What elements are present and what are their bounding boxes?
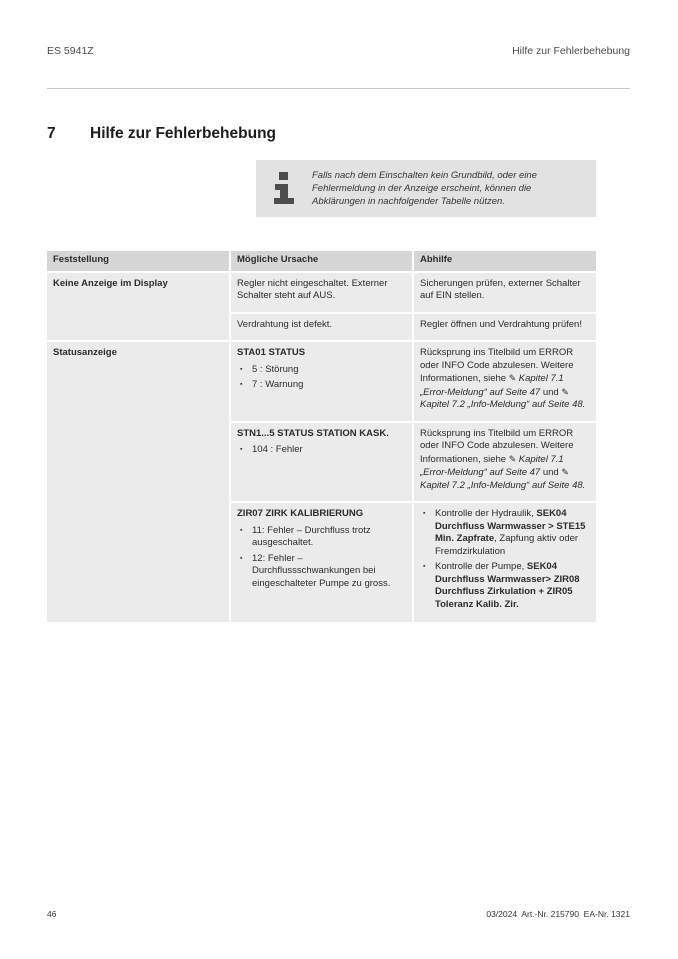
bullet-icon: ▪	[423, 510, 426, 517]
cell-text: STN1...5 STATUS STATION KASK.	[237, 427, 389, 439]
bullet-item	[420, 508, 590, 558]
bullet-icon: ▪	[423, 563, 426, 570]
bullet-list	[420, 508, 590, 611]
section-title: Hilfe zur Fehlerbehebung	[90, 125, 277, 142]
bullet-text: 5 : Störung	[252, 363, 299, 375]
cell-text: STA01 STATUS	[237, 347, 306, 358]
bullet-item	[237, 379, 406, 392]
bullet-icon: ▪	[240, 526, 243, 534]
bullet-text: Kontrolle der Pumpe, SEK04 Durchfluss Warmwasser> ZIR08 Durchfluss Zirkulation + ZIR05 Toleranz Kalib. Zir.	[435, 561, 580, 610]
ursache-cell	[231, 503, 412, 622]
table-header-cell: Mögliche Ursache	[231, 251, 412, 271]
chapter-running-title: Hilfe zur Fehlerbehebung	[512, 45, 630, 57]
table-header-cell: Abhilfe	[414, 251, 596, 271]
bullet-text: 11: Fehler – Durchfluss trotz ausgeschaltet.	[252, 524, 371, 548]
cell-text: Verdrahtung ist defekt.	[237, 318, 333, 330]
cell-text: Statusanzeige	[53, 347, 117, 358]
cell-text: Sicherungen prüfen, externer Schalter auf EIN stellen.	[420, 277, 581, 301]
doc-number: ES 5941Z	[47, 45, 94, 57]
cell-text: Rücksprung ins Titelbild um ERROR oder INFO Code abzulesen. Weitere Informationen, siehe ✎ Kapitel 7.1 „Error-Meldung“ auf Seite 47 und ✎ Kapitel 7.2 „Info-Meldung“ auf Seite 48.	[420, 427, 586, 491]
bullet-text: 104 : Fehler	[252, 444, 303, 455]
info-box	[256, 160, 596, 217]
cell-text: ZIR07 ZIRK KALIBRIERUNG	[237, 508, 364, 519]
running-footer	[47, 909, 630, 919]
chapter-ref-icon: ✎	[508, 453, 519, 464]
abhilfe-cell	[414, 342, 596, 421]
bullet-icon: ▪	[240, 381, 243, 388]
bullet-list	[237, 444, 406, 457]
bullet-item	[237, 444, 406, 457]
abhilfe-cell	[414, 314, 596, 341]
abhilfe-cell	[414, 423, 596, 502]
page-number: 46	[47, 909, 57, 919]
section-heading	[47, 125, 630, 143]
cell-text: Regler nicht eingeschaltet. Externer Schalter steht auf AUS.	[237, 277, 388, 301]
bullet-item	[237, 525, 406, 550]
header-rule	[47, 88, 630, 89]
chapter-ref-icon: ✎	[561, 386, 569, 397]
cell-text: Rücksprung ins Titelbild um ERROR oder INFO Code abzulesen. Weitere Informationen, siehe ✎ Kapitel 7.1 „Error-Meldung“ auf Seite 47 und ✎ Kapitel 7.2 „Info-Meldung“ auf Seite 48.	[420, 347, 586, 410]
cell-text: Regler öffnen und Verdrahtung prüfen!	[420, 318, 582, 330]
bullet-text: 7 : Warnung	[252, 379, 304, 390]
ursache-cell	[231, 273, 412, 312]
feststellung-cell	[47, 273, 229, 341]
chapter-ref-icon: ✎	[561, 467, 569, 477]
cell-text: Keine Anzeige im Display	[53, 277, 168, 289]
bullet-item	[420, 561, 590, 611]
bullet-item	[237, 364, 406, 377]
section-number: 7	[47, 125, 56, 142]
abhilfe-cell	[414, 273, 596, 312]
info-box-text: Falls nach dem Einschalten kein Grundbild, oder eine Fehlermeldung in der Anzeige erscheint, können die Abklärungen in nachfolgender Tabelle nützen.	[312, 170, 537, 207]
bullet-list	[237, 525, 406, 591]
footer-article-info: 03/2024 Art.-Nr. 215790 EA-Nr. 1321	[486, 909, 630, 919]
bullet-icon: ▪	[240, 446, 243, 453]
bullet-item	[237, 553, 406, 591]
ursache-cell	[231, 342, 412, 421]
running-header	[47, 0, 630, 57]
feststellung-cell	[47, 342, 229, 622]
chapter-ref-icon: ✎	[508, 373, 519, 383]
ursache-cell	[231, 314, 412, 341]
troubleshooting-table	[47, 251, 630, 622]
info-icon	[256, 171, 312, 207]
ursache-cell	[231, 423, 412, 502]
abhilfe-cell	[414, 503, 596, 622]
bullet-icon: ▪	[240, 365, 243, 373]
bullet-icon: ▪	[240, 554, 243, 562]
bullet-text: 12: Fehler – Durchflussschwankungen bei eingeschalteter Pumpe zu gross.	[252, 552, 391, 589]
table-header-cell: Feststellung	[47, 251, 229, 271]
bullet-text: Kontrolle der Hydraulik, SEK04 Durchfluss Warmwasser > STE15 Min. Zapfrate, Zapfung aktiv oder Fremdzirkulation	[435, 508, 586, 557]
bullet-list	[237, 364, 406, 392]
